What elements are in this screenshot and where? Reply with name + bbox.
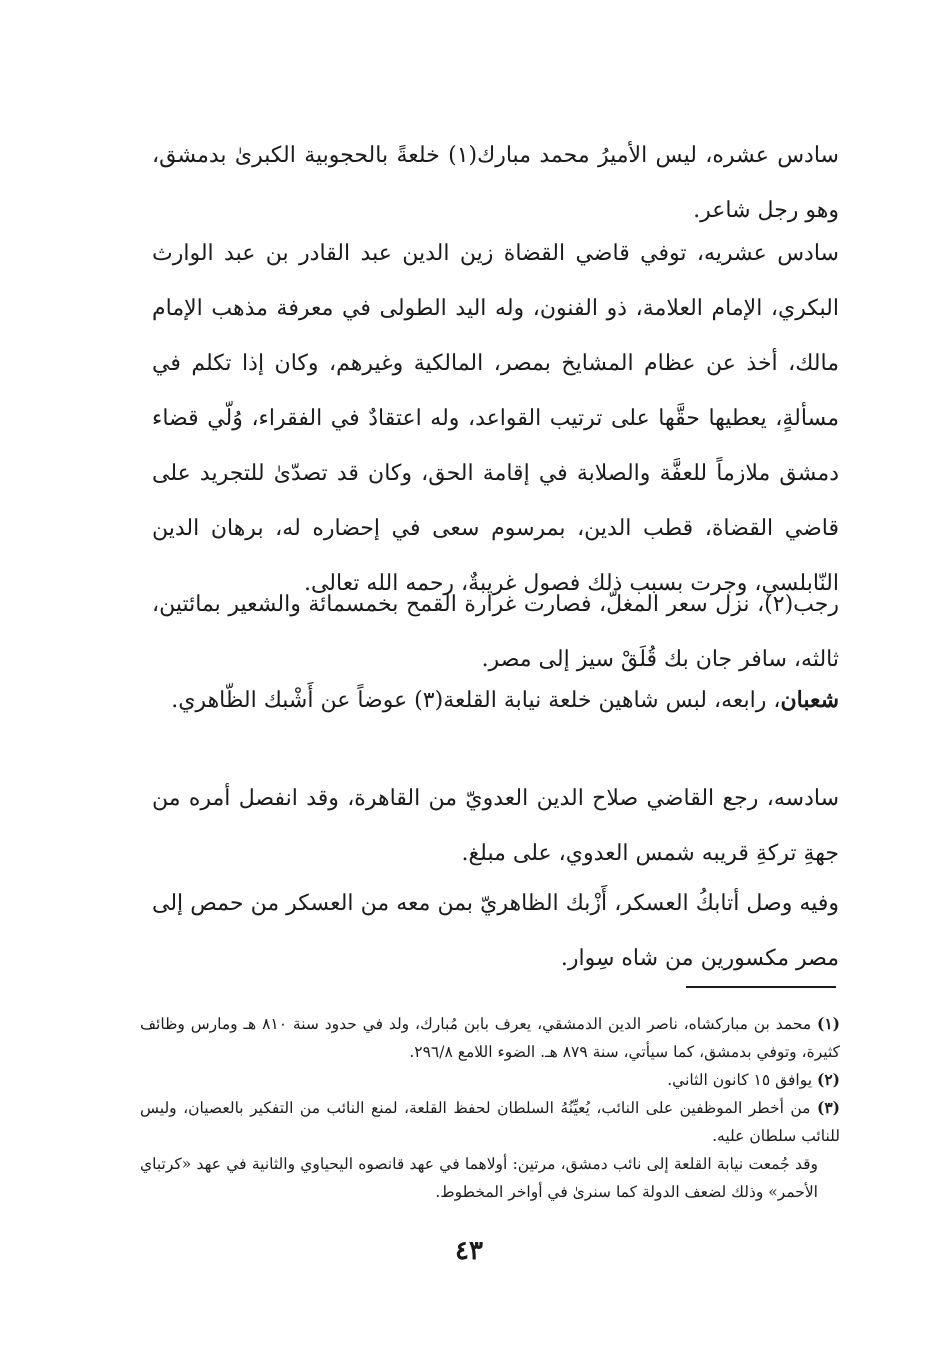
main-text-4	[152, 673, 839, 728]
paragraph-1: سادس عشره، ليس الأميرُ محمد مبارك(١) خلعةً بالحجوبية الكبرىٰ بدمشق، وهو رجل شاعر.	[152, 143, 839, 223]
footnote-1	[140, 1010, 840, 1066]
footnote-separator	[686, 986, 836, 988]
footnote-3-continuation-text: وقد جُمعت نيابة القلعة إلى نائب دمشق، مرتين: أولاهما في عهد قانصوه اليحياوي والثانية في عهد «كرتباي الأحمر» وذلك لضعف الدولة كما سنرىٰ في أواخر المخطوط.	[140, 1155, 818, 1201]
footnote-3-text: من أخطر الموظفين على النائب، يُعيِّنُهُ السلطان لحفظ القلعة، لمنع النائب من التفكير بالعصيان، وليس للنائب سلطان عليه.	[140, 1099, 840, 1145]
footnotes	[140, 1010, 840, 1206]
paragraph-2: سادس عشريه، توفي قاضي القضاة زين الدين عبد القادر بن عبد الوارث البكري، الإمام العلامة، ذو الفنون، وله اليد الطولى في معرفة مذهب الإمام مالك، أخذ عن عظام المشايخ بمصر، المالكية وغيرهم، وكان إذا تكلم في مسألةٍ، يعطيها حقَّها على ترتيب القواعد، وله اعتقادٌ في الفقراء، وُلّي قضاء دمشق ملازماً للعفَّة والصلابة في إقامة الحق، وكان قد تصدّىٰ للتجريد على قاضي القضاة، قطب الدين، بمرسوم سعى في إحضاره له، برهان الدين النّابلسي، وجرت بسبب ذلك فصول غريبةٌ، رحمه الله تعالى.	[152, 241, 839, 596]
footnote-2	[140, 1066, 840, 1094]
footnote-3-continuation	[140, 1150, 840, 1206]
footnote-2-text: يوافق ١٥ كانون الثاني.	[667, 1071, 817, 1089]
paragraph-3: رجب(٢)، نزل سعر المغلّ، فصارت غرارة القمح بخمسمائة والشعير بمائتين، ثالثه، سافر جان بك قُلَقْ سيز إلى مصر.	[152, 592, 839, 672]
page-number: ٤٣	[455, 1236, 483, 1266]
main-text-6	[152, 876, 839, 986]
main-text-3	[152, 577, 839, 687]
main-text	[152, 128, 839, 238]
paragraph-4-body: ، رابعه، لبس شاهين خلعة نيابة القلعة(٣) عوضاً عن أَشْبك الظّاهري.	[171, 688, 781, 713]
main-text-5	[152, 771, 839, 881]
footnote-3	[140, 1094, 840, 1150]
paragraph-6: وفيه وصل أتابكُ العسكر، أَزْبك الظاهريّ بمن معه من العسكر من حمص إلى مصر مكسورين من شاه سِوار.	[152, 891, 839, 971]
paragraph-4	[152, 673, 839, 728]
month-heading-shaaban: شعبان	[780, 687, 839, 713]
main-text-2	[152, 226, 839, 611]
footnote-2-number: (٢)	[816, 1070, 840, 1089]
footnote-3-number: (٣)	[816, 1098, 840, 1117]
paragraph-5: سادسه، رجع القاضي صلاح الدين العدويّ من القاهرة، وقد انفصل أمره من جهةِ تركةِ قريبه شمس العدوي، على مبلغ.	[152, 786, 839, 866]
footnote-1-number: (١)	[816, 1014, 840, 1033]
footnote-1-text: محمد بن مباركشاه، ناصر الدين الدمشقي، يعرف بابن مُبارك، ولد في حدود سنة ٨١٠ هـ ومارس وظائف كثيرة، وتوفي بدمشق، كما سيأتي، سنة ٨٧٩ هـ. الضوء اللامع ٢٩٦/٨.	[140, 1015, 840, 1061]
